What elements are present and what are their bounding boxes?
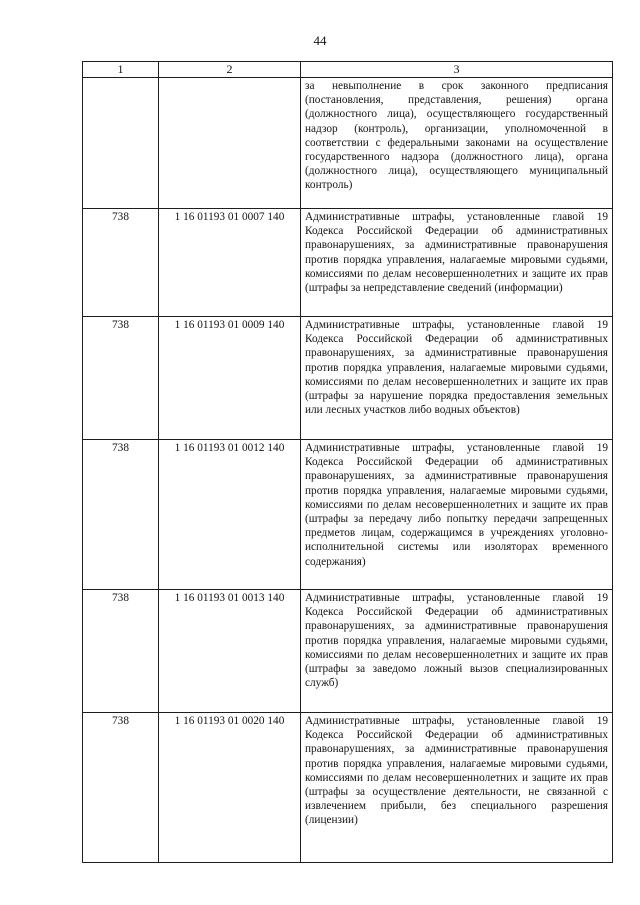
kbk-code-cell: 1 16 01193 01 0012 140	[159, 440, 301, 590]
admin-code-cell: 738	[83, 590, 159, 713]
admin-code-cell: 738	[83, 317, 159, 440]
admin-code-cell	[83, 78, 159, 209]
table-header-row	[83, 62, 613, 78]
description-cell: Административные штрафы, установленные главой 19 Кодекса Российской Федерации об административных правонарушениях, за административные правонарушения против порядка управления, налагаемые мировыми судьями, комиссиями по делам несовершеннолетних и защите их прав (штрафы за передачу либо попытку передачи запрещенных предметов лицам, содержащимся в учреждениях уголовно-исполнительной системы или изоляторах временного содержания)	[301, 440, 613, 590]
kbk-code-cell: 1 16 01193 01 0013 140	[159, 590, 301, 713]
column-header-2: 2	[159, 62, 301, 78]
description-cell: Административные штрафы, установленные главой 19 Кодекса Российской Федерации об административных правонарушениях, за административные правонарушения против порядка управления, налагаемые мировыми судьями, комиссиями по делам несовершеннолетних и защите их прав (штрафы за непредставление сведений (информации)	[301, 209, 613, 317]
admin-code-cell: 738	[83, 209, 159, 317]
description-cell: Административные штрафы, установленные главой 19 Кодекса Российской Федерации об административных правонарушениях, за административные правонарушения против порядка управления, налагаемые мировыми судьями, комиссиями по делам несовершеннолетних и защите их прав (штрафы за осуществление деятельности, не связанной с извлечением прибыли, без специального разрешения (лицензии)	[301, 713, 613, 863]
description-cell: Административные штрафы, установленные главой 19 Кодекса Российской Федерации об административных правонарушениях, за административные правонарушения против порядка управления, налагаемые мировыми судьями, комиссиями по делам несовершеннолетних и защите их прав (штрафы за заведомо ложный вызов специализированных служб)	[301, 590, 613, 713]
admin-code-cell: 738	[83, 713, 159, 863]
table-row	[83, 78, 613, 209]
admin-code-cell: 738	[83, 440, 159, 590]
kbk-code-cell: 1 16 01193 01 0009 140	[159, 317, 301, 440]
kbk-code-cell: 1 16 01193 01 0007 140	[159, 209, 301, 317]
column-header-3: 3	[301, 62, 613, 78]
table-row	[83, 317, 613, 440]
description-cell: Административные штрафы, установленные главой 19 Кодекса Российской Федерации об административных правонарушениях, за административные правонарушения против порядка управления, налагаемые мировыми судьями, комиссиями по делам несовершеннолетних и защите их прав (штрафы за нарушение порядка предоставления земельных или лесных участков либо водных объектов)	[301, 317, 613, 440]
column-header-1: 1	[83, 62, 159, 78]
table-row	[83, 209, 613, 317]
kbk-code-cell	[159, 78, 301, 209]
table-row	[83, 590, 613, 713]
description-cell: за невыполнение в срок законного предписания (постановления, представления, решения) органа (должностного лица), осуществляющего государственный надзор (контроль), организации, уполномоченной в соответствии с федеральными законами на осуществление государственного надзора (должностного лица), органа (должностного лица), осуществляющего муниципальный контроль)	[301, 78, 613, 209]
budget-codes-table	[82, 61, 613, 863]
kbk-code-cell: 1 16 01193 01 0020 140	[159, 713, 301, 863]
table-row	[83, 713, 613, 863]
table-row	[83, 440, 613, 590]
page-number: 44	[313, 33, 327, 48]
